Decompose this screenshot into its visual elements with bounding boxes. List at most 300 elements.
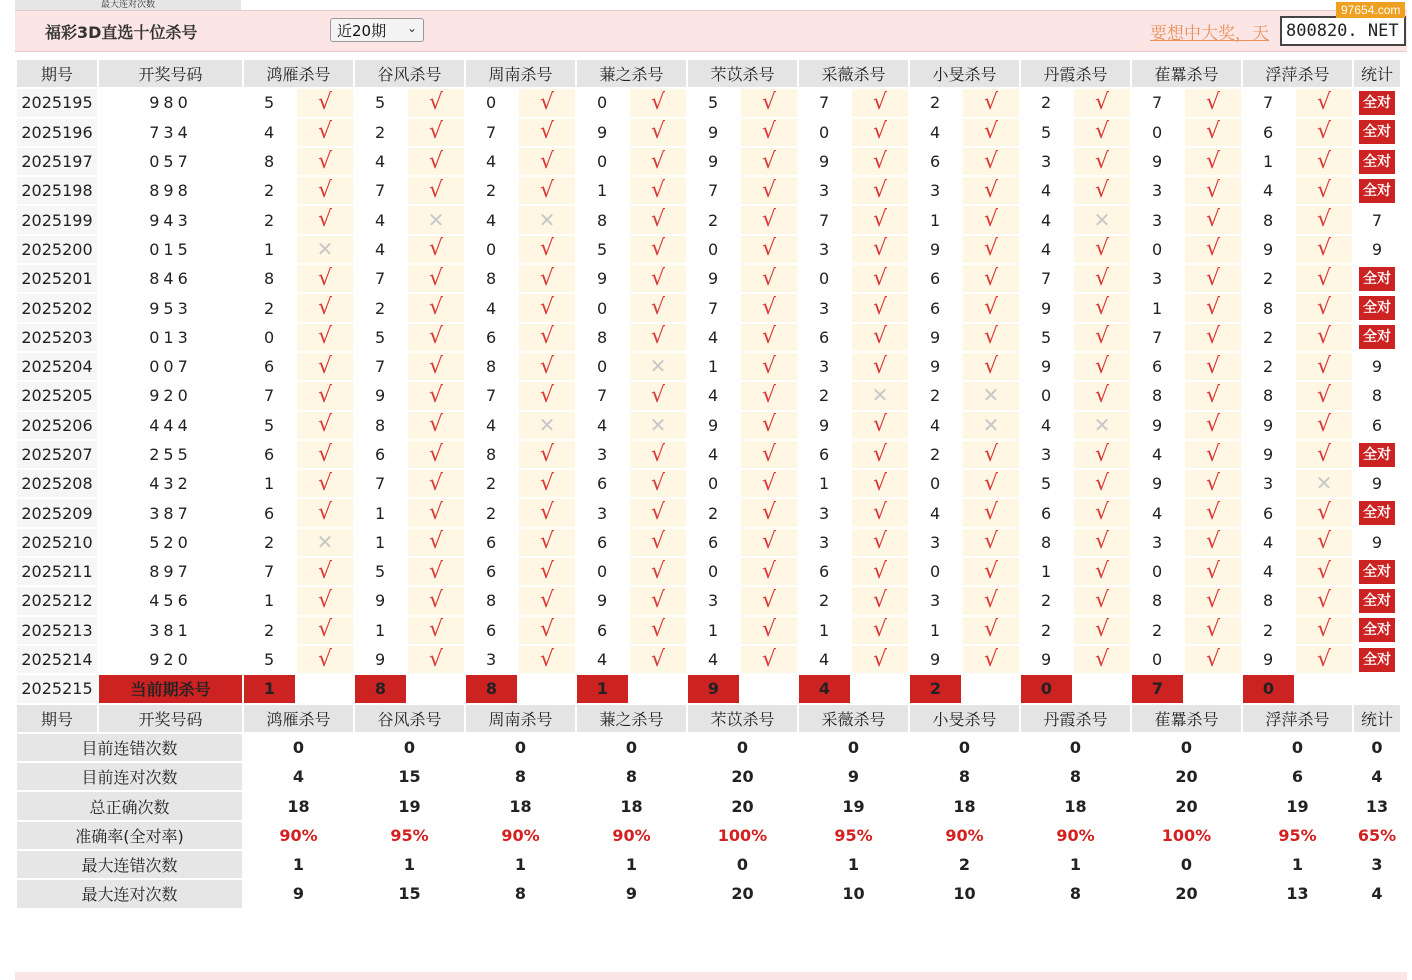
cross-mark-icon: ✕ [538,207,556,232]
cross-mark-cell [852,382,908,409]
header-expert: 蒹之杀号 [577,60,686,87]
period-select[interactable] [330,18,424,42]
check-mark-cell [1296,119,1352,146]
check-mark-cell [408,470,464,497]
stats-value-cell: 0 [466,734,575,761]
kill-number-cell: 1 [244,470,295,497]
kill-number-cell: 4 [688,646,739,673]
kill-number-cell: 2 [1132,617,1183,644]
check-mark-cell [519,324,575,351]
check-mark-cell [963,324,1019,351]
stats-value-cell: 0 [1021,734,1130,761]
kill-number-cell: 6 [466,617,517,644]
check-mark-icon: √ [1205,412,1221,438]
stats-total-cell: 0 [1354,734,1400,761]
period-cell: 2025212 [17,587,97,614]
table-row [17,89,1400,116]
current-kill-cell: 7 [1132,675,1183,702]
stat-cell: 9 [1354,529,1400,556]
check-mark-icon: √ [539,617,555,643]
check-mark-icon: √ [1094,89,1110,115]
check-mark-icon: √ [983,148,999,174]
check-mark-cell [963,353,1019,380]
check-mark-cell [741,89,797,116]
check-mark-icon: √ [1094,353,1110,379]
draw-number-cell: 980 [99,89,242,116]
kill-number-cell: 4 [466,206,517,233]
check-mark-icon: √ [1094,177,1110,203]
kill-number-cell: 2 [466,177,517,204]
kill-number-cell: 9 [910,646,961,673]
current-blank-cell [408,675,464,702]
check-mark-icon: √ [872,89,888,115]
check-mark-cell [741,236,797,263]
check-mark-icon: √ [317,441,333,467]
kill-number-cell: 7 [355,177,406,204]
table-row [17,353,1400,380]
period-cell: 2025196 [17,119,97,146]
check-mark-icon: √ [539,177,555,203]
check-mark-icon: √ [983,500,999,526]
check-mark-cell [297,119,353,146]
check-mark-cell [1185,119,1241,146]
current-blank-cell [1296,675,1352,702]
check-mark-icon: √ [1316,500,1332,526]
stat-cell: 6 [1354,412,1400,439]
check-mark-icon: √ [650,324,666,350]
table-row [17,412,1400,439]
check-mark-icon: √ [1094,148,1110,174]
check-mark-cell [852,324,908,351]
check-mark-cell [1185,529,1241,556]
header-stat: 统计 [1354,60,1400,87]
kill-number-cell: 4 [355,206,406,233]
current-blank-cell [297,675,353,702]
stats-value-cell: 90% [466,822,575,849]
check-mark-cell [297,89,353,116]
stats-value-cell: 1 [244,851,353,878]
cross-mark-icon: ✕ [538,412,556,437]
stats-value-cell: 1 [1021,851,1130,878]
check-mark-icon: √ [428,558,444,584]
check-mark-cell [1296,236,1352,263]
current-kill-cell: 1 [244,675,295,702]
check-mark-cell [408,499,464,526]
check-mark-icon: √ [428,617,444,643]
check-mark-icon: √ [650,558,666,584]
check-mark-cell [630,499,686,526]
check-mark-icon: √ [1316,412,1332,438]
check-mark-cell [519,499,575,526]
header-row [17,705,1400,732]
check-mark-cell [852,206,908,233]
stats-value-cell: 0 [910,734,1019,761]
check-mark-cell [1296,89,1352,116]
kill-number-cell: 4 [1132,441,1183,468]
draw-number-cell: 057 [99,148,242,175]
all-correct-badge: 全对 [1359,267,1395,291]
check-mark-cell [519,646,575,673]
check-mark-icon: √ [1094,382,1110,408]
stats-value-cell: 0 [799,734,908,761]
kill-number-cell: 9 [1021,353,1072,380]
check-mark-icon: √ [428,89,444,115]
kill-number-cell: 4 [1021,412,1072,439]
check-mark-icon: √ [1205,177,1221,203]
draw-number-cell: 432 [99,470,242,497]
check-mark-cell [1296,265,1352,292]
kill-number-cell: 4 [910,499,961,526]
kill-number-cell: 9 [577,265,628,292]
stats-value-cell: 100% [1132,822,1241,849]
kill-number-cell: 7 [244,558,295,585]
kill-number-cell: 2 [355,294,406,321]
check-mark-icon: √ [1094,441,1110,467]
stats-value-cell: 8 [1021,763,1130,790]
kill-number-cell: 6 [1021,499,1072,526]
cross-mark-icon: ✕ [1093,412,1111,437]
stats-value-cell: 20 [688,763,797,790]
check-mark-icon: √ [872,529,888,555]
kill-number-cell: 0 [577,558,628,585]
kill-number-cell: 3 [466,646,517,673]
kill-number-cell: 6 [1243,499,1294,526]
check-mark-cell [741,529,797,556]
table-row [17,441,1400,468]
stat-cell [1354,441,1400,468]
check-mark-icon: √ [1094,470,1110,496]
check-mark-cell [297,646,353,673]
check-mark-cell [1074,236,1130,263]
cross-mark-cell [1074,206,1130,233]
stats-value-cell: 95% [1243,822,1352,849]
stats-value-cell: 0 [1132,851,1241,878]
check-mark-icon: √ [1316,265,1332,291]
check-mark-cell [852,558,908,585]
check-mark-cell [408,587,464,614]
check-mark-cell [1296,324,1352,351]
current-blank-cell [852,675,908,702]
stats-value-cell: 100% [688,822,797,849]
kill-number-cell: 4 [1021,206,1072,233]
period-cell: 2025195 [17,89,97,116]
check-mark-cell [963,470,1019,497]
table-row [17,499,1400,526]
stats-value-cell: 1 [466,851,575,878]
kill-number-cell: 9 [1243,646,1294,673]
check-mark-cell [1074,324,1130,351]
site-box: 800820. NET [1280,16,1406,46]
current-kill-cell: 0 [1243,675,1294,702]
cross-mark-cell [630,412,686,439]
kill-number-cell: 2 [910,382,961,409]
kill-number-cell: 9 [1132,412,1183,439]
stats-value-cell: 20 [1132,792,1241,819]
check-mark-cell [852,294,908,321]
kill-number-cell: 9 [799,412,850,439]
check-mark-icon: √ [539,646,555,672]
period-cell: 2025210 [17,529,97,556]
check-mark-cell [630,294,686,321]
table-row [17,646,1400,673]
kill-number-cell: 4 [355,236,406,263]
check-mark-cell [852,89,908,116]
table-row [17,470,1400,497]
draw-number-cell: 734 [99,119,242,146]
table-row [17,382,1400,409]
stats-value-cell: 1 [799,851,908,878]
kill-number-cell: 6 [577,470,628,497]
check-mark-cell [408,236,464,263]
stats-value-cell: 15 [355,880,464,907]
kill-number-cell: 8 [244,148,295,175]
check-mark-cell [297,265,353,292]
period-cell: 2025204 [17,353,97,380]
all-correct-badge: 全对 [1359,648,1395,672]
check-mark-cell [741,412,797,439]
check-mark-cell [1074,558,1130,585]
check-mark-icon: √ [317,500,333,526]
check-mark-cell [519,617,575,644]
kill-number-cell: 3 [799,177,850,204]
kill-number-cell: 8 [1243,382,1294,409]
check-mark-icon: √ [983,646,999,672]
check-mark-icon: √ [1094,500,1110,526]
all-correct-badge: 全对 [1359,560,1395,584]
kill-number-cell: 9 [355,646,406,673]
stats-value-cell: 1 [355,851,464,878]
check-mark-icon: √ [317,148,333,174]
kill-number-cell: 5 [355,558,406,585]
all-correct-badge: 全对 [1359,150,1395,174]
check-mark-cell [297,441,353,468]
check-mark-icon: √ [983,295,999,321]
cross-mark-icon: ✕ [427,207,445,232]
check-mark-cell [1296,206,1352,233]
kill-number-cell: 9 [910,236,961,263]
check-mark-icon: √ [1205,470,1221,496]
kill-number-cell: 0 [466,236,517,263]
check-mark-icon: √ [1205,646,1221,672]
all-correct-badge: 全对 [1359,443,1395,467]
check-mark-icon: √ [761,353,777,379]
check-mark-cell [630,119,686,146]
check-mark-cell [408,294,464,321]
check-mark-icon: √ [872,177,888,203]
check-mark-icon: √ [983,324,999,350]
stat-cell [1354,646,1400,673]
table-row [17,324,1400,351]
period-cell: 2025197 [17,148,97,175]
stat-cell [1354,294,1400,321]
check-mark-icon: √ [428,119,444,145]
kill-number-cell: 5 [1021,324,1072,351]
all-correct-badge: 全对 [1359,179,1395,203]
stats-total-cell: 65% [1354,822,1400,849]
kill-number-cell: 7 [1243,89,1294,116]
kill-number-cell: 4 [799,646,850,673]
check-mark-cell [741,177,797,204]
check-mark-icon: √ [428,353,444,379]
header-expert: 丹霞杀号 [1021,60,1130,87]
check-mark-icon: √ [761,89,777,115]
check-mark-icon: √ [317,353,333,379]
stat-cell: 7 [1354,206,1400,233]
kill-number-cell: 7 [355,265,406,292]
header-expert: 谷风杀号 [355,60,464,87]
check-mark-cell [963,177,1019,204]
check-mark-icon: √ [650,529,666,555]
check-mark-icon: √ [1316,119,1332,145]
check-mark-icon: √ [872,470,888,496]
period-cell: 2025211 [17,558,97,585]
check-mark-cell [408,441,464,468]
check-mark-cell [297,148,353,175]
current-blank-cell [1185,675,1241,702]
check-mark-icon: √ [650,382,666,408]
kill-number-cell: 2 [244,177,295,204]
kill-number-cell: 6 [466,324,517,351]
period-cell: 2025208 [17,470,97,497]
check-mark-cell [408,412,464,439]
check-mark-cell [1185,646,1241,673]
check-mark-icon: √ [428,148,444,174]
check-mark-icon: √ [539,236,555,262]
check-mark-icon: √ [872,587,888,613]
check-mark-cell [963,206,1019,233]
draw-number-cell: 920 [99,382,242,409]
check-mark-icon: √ [428,470,444,496]
check-mark-icon: √ [1316,295,1332,321]
check-mark-cell [630,236,686,263]
check-mark-icon: √ [539,587,555,613]
ad-link[interactable]: 要想中大奖，天 [1150,24,1269,44]
check-mark-cell [297,353,353,380]
check-mark-icon: √ [428,646,444,672]
kill-number-cell: 2 [244,529,295,556]
check-mark-icon: √ [1205,441,1221,467]
check-mark-icon: √ [317,470,333,496]
check-mark-cell [1074,294,1130,321]
check-mark-icon: √ [872,324,888,350]
cross-mark-cell [963,382,1019,409]
current-blank-cell [519,675,575,702]
check-mark-cell [1074,177,1130,204]
kill-number-cell: 4 [688,441,739,468]
current-kill-cell: 4 [799,675,850,702]
stats-value-cell: 0 [688,734,797,761]
current-kill-cell: 0 [1021,675,1072,702]
check-mark-cell [1296,587,1352,614]
draw-number-cell: 387 [99,499,242,526]
check-mark-cell [408,177,464,204]
kill-number-cell: 5 [244,89,295,116]
check-mark-cell [408,646,464,673]
kill-number-cell: 3 [1132,206,1183,233]
kill-number-cell: 3 [577,499,628,526]
check-mark-cell [1185,412,1241,439]
kill-number-cell: 4 [1243,558,1294,585]
check-mark-cell [297,324,353,351]
check-mark-cell [519,470,575,497]
header-row [17,60,1400,87]
check-mark-cell [1296,499,1352,526]
kill-number-cell: 4 [577,646,628,673]
check-mark-icon: √ [983,236,999,262]
kill-number-cell: 7 [466,119,517,146]
check-mark-icon: √ [428,236,444,262]
check-mark-cell [297,617,353,644]
stats-value-cell: 19 [799,792,908,819]
check-mark-icon: √ [317,295,333,321]
check-mark-cell [408,353,464,380]
kill-number-cell: 4 [1132,499,1183,526]
check-mark-cell [963,558,1019,585]
check-mark-icon: √ [650,207,666,233]
stats-value-cell: 20 [1132,763,1241,790]
check-mark-cell [1296,441,1352,468]
check-mark-icon: √ [1205,148,1221,174]
kill-number-cell: 3 [1021,441,1072,468]
check-mark-cell [1296,412,1352,439]
kill-number-cell: 1 [910,206,961,233]
kill-number-table [15,58,1402,910]
kill-number-cell: 0 [910,470,961,497]
check-mark-icon: √ [1316,207,1332,233]
check-mark-icon: √ [761,529,777,555]
check-mark-icon: √ [872,119,888,145]
kill-number-cell: 5 [355,89,406,116]
check-mark-cell [1074,499,1130,526]
stats-row [17,851,1400,878]
check-mark-cell [1296,177,1352,204]
cross-mark-cell [963,412,1019,439]
header-expert: 芣苡杀号 [688,60,797,87]
check-mark-icon: √ [872,207,888,233]
check-mark-cell [408,382,464,409]
kill-number-cell: 0 [577,294,628,321]
check-mark-cell [1296,646,1352,673]
check-mark-icon: √ [539,148,555,174]
check-mark-cell [630,148,686,175]
check-mark-icon: √ [1316,529,1332,555]
check-mark-cell [1185,382,1241,409]
all-correct-badge: 全对 [1359,325,1395,349]
cross-mark-cell [519,206,575,233]
check-mark-cell [519,177,575,204]
check-mark-cell [297,587,353,614]
check-mark-icon: √ [761,207,777,233]
stats-value-cell: 95% [799,822,908,849]
check-mark-icon: √ [1316,177,1332,203]
kill-number-cell: 8 [1243,587,1294,614]
kill-number-cell: 0 [688,558,739,585]
kill-number-cell: 0 [688,470,739,497]
all-correct-badge: 全对 [1359,501,1395,525]
check-mark-cell [963,236,1019,263]
kill-number-cell: 3 [799,236,850,263]
kill-number-cell: 9 [1021,294,1072,321]
stat-cell [1354,324,1400,351]
stats-value-cell: 20 [688,880,797,907]
stat-cell [1354,89,1400,116]
check-mark-cell [852,119,908,146]
kill-number-cell: 8 [577,324,628,351]
stats-value-cell: 0 [577,734,686,761]
check-mark-icon: √ [1094,265,1110,291]
kill-number-cell: 9 [355,382,406,409]
kill-number-cell: 4 [466,148,517,175]
